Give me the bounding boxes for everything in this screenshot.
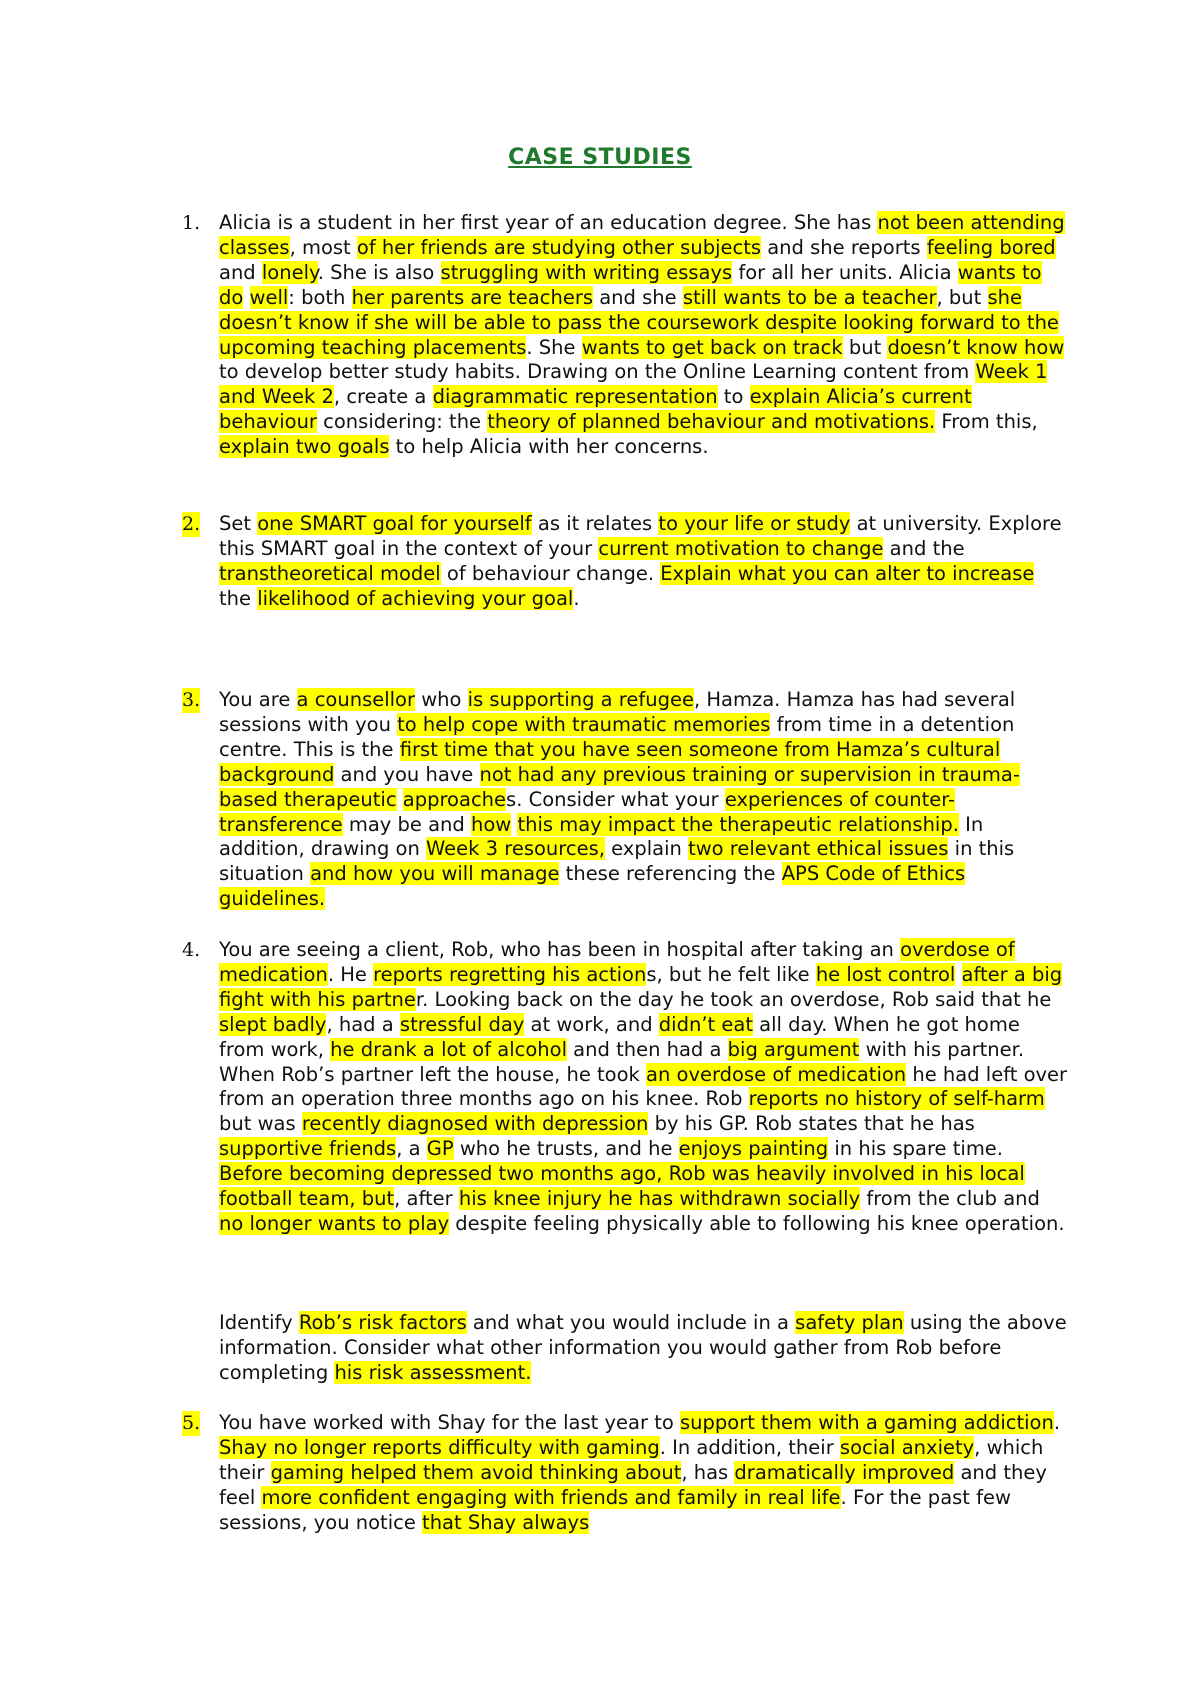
highlighted-text: approache xyxy=(402,787,507,811)
page-title: CASE STUDIES xyxy=(508,145,692,170)
case-number: 4. xyxy=(182,939,201,961)
highlighted-text: well xyxy=(249,285,289,309)
highlighted-text: gaming helped them avoid thinking about xyxy=(270,1460,682,1484)
case-text: You have worked with Shay for the last year to support them with a gaming addiction. Shay no longer reports difficulty with gaming. In addition, their social anxiety, which their gaming helped them avoid thinking about, has dramatically improved and they feel more confident engaging with friends and family in real life. For the past few sessions, you notice that Shay always xyxy=(219,1411,1061,1534)
highlighted-text: two relevant ethical issues xyxy=(688,837,949,861)
case-text: Set one SMART goal for yourself as it relates to your life or study at university. Explore this SMART goal in the context of your current motivation to change and the transtheoretical model of behaviour change. Explain what you can alter to increase the likelihood of achieving your goal. xyxy=(219,512,1062,610)
highlighted-text: safety plan xyxy=(795,1311,904,1334)
case-study-5 xyxy=(182,1411,1069,1536)
highlighted-text: Explain what you can alter to increase xyxy=(660,561,1035,585)
highlighted-text: her parents are teachers xyxy=(351,285,594,309)
highlighted-text: not had any previous training or supervision in trauma-based therapeutic xyxy=(219,762,1020,811)
highlighted-text: how xyxy=(471,812,512,836)
highlighted-text: Shay no longer reports difficulty with gaming xyxy=(219,1435,660,1459)
highlighted-text: not been attending xyxy=(877,211,1065,234)
highlighted-text: after a big fight with his partne xyxy=(219,962,1063,1011)
highlighted-text: supportive friends xyxy=(219,1137,397,1161)
highlighted-text: he lost control xyxy=(815,962,956,986)
highlighted-text: Week 3 resources, xyxy=(426,837,605,861)
highlighted-text: to your life or study xyxy=(658,512,851,535)
highlighted-text: big argument xyxy=(727,1037,860,1061)
highlighted-text: more confident engaging with friends and family in real life xyxy=(261,1485,841,1509)
case-study-3 xyxy=(182,688,1069,912)
highlighted-text: that Shay always xyxy=(422,1510,590,1534)
highlighted-text: experiences of counter-transference xyxy=(219,787,956,836)
highlighted-text: APS Code of Ethics guidelines. xyxy=(219,862,966,911)
highlighted-text: transtheoretical model xyxy=(219,561,441,585)
highlighted-text: current motivation to change xyxy=(598,536,884,560)
case-study-2 xyxy=(182,512,1069,612)
highlighted-text: reports regretting his action xyxy=(373,962,647,986)
case-number: 3. xyxy=(182,689,201,711)
case-text: Alicia is a student in her first year of an education degree. She has not been attending classes, most of her friends are studying other subjects and she reports feeling bored and lonely. She is also struggling with writing essays for all her units. Alicia wants to do well: both her parents are teachers and she still wants to be a teacher, but she doesn’t know if she will be able to pass the coursework despite looking forward to the upcoming teaching placements. She wants to get back on track but doesn’t know how to develop better study habits. Drawing on the Online Learning content from Week 1 and Week 2, create a diagrammatic representation to explain Alicia’s current behaviour considering: the theory of planned behaviour and motivations. From this, explain two goals to help Alicia with her concerns. xyxy=(219,211,1065,459)
case-study-4 xyxy=(182,938,1069,1237)
highlighted-text: no longer wants to play xyxy=(219,1211,450,1235)
highlighted-text: diagrammatic representation xyxy=(432,385,718,409)
highlighted-text: social anxiety xyxy=(839,1435,975,1459)
highlighted-text: a counsellor xyxy=(296,688,416,711)
highlighted-text: explain two goals xyxy=(219,435,390,459)
highlighted-text: and how you will manage xyxy=(310,862,560,886)
highlighted-text: struggling with writing essays xyxy=(440,260,733,284)
highlighted-text: to help cope with traumatic memories xyxy=(397,712,771,736)
highlighted-text: of her friends are studying other subjects xyxy=(356,235,762,259)
case-text: You are a counsellor who is supporting a refugee, Hamza. Hamza has had several sessions with you to help cope with traumatic memories from time in a detention centre. This is the first time that you have seen someone from Hamza’s cultural background and you have not had any previous training or supervision in trauma-based therapeutic approaches. Consider what your experiences of counter-transference may be and how this may impact the therapeutic relationship. In addition, drawing on Week 3 resources, explain two relevant ethical issues in this situation and how you will manage these referencing the APS Code of Ethics guidelines. xyxy=(219,688,1020,911)
highlighted-text: stressful day xyxy=(399,1012,525,1036)
highlighted-text: reports no history of self-harm xyxy=(748,1087,1045,1111)
highlighted-text: lonely xyxy=(261,260,318,284)
highlighted-text: Week 1 and Week 2 xyxy=(219,360,1048,409)
highlighted-text: theory of planned behaviour and motivations. xyxy=(487,410,936,434)
highlighted-text: explain Alicia’s current behaviour xyxy=(219,385,972,434)
highlighted-text: feeling bored xyxy=(926,235,1056,259)
highlighted-text: recently diagnosed with depression xyxy=(301,1112,649,1136)
highlighted-text: still wants to be a teacher xyxy=(682,285,937,309)
case-4-instruction: Identify Rob’s risk factors and what you would include in a safety plan using the above information. Consider what other information you would gather from Rob before completing his risk assessment. xyxy=(219,1311,1067,1384)
highlighted-text: overdose of xyxy=(900,938,1015,961)
highlighted-text: he drank a lot of alcohol xyxy=(330,1037,567,1061)
highlighted-text: medication xyxy=(219,962,328,986)
highlighted-text: Rob’s risk factors xyxy=(298,1311,467,1334)
highlighted-text: wants to do xyxy=(219,260,1042,309)
highlighted-text: is supporting a refugee xyxy=(467,688,694,711)
highlighted-text: didn’t eat xyxy=(658,1012,753,1036)
highlighted-text: classes xyxy=(219,235,290,259)
highlighted-text: his risk assessment. xyxy=(334,1360,532,1384)
highlighted-text: slept badly xyxy=(219,1012,327,1036)
highlighted-text: this may impact the therapeutic relationship. xyxy=(517,812,959,836)
highlighted-text: wants to get back on track xyxy=(581,335,843,359)
highlighted-text: first time that you have seen someone from Hamza’s cultural background xyxy=(219,737,1001,786)
case-study-1 xyxy=(182,211,1069,460)
highlighted-text: doesn’t know how xyxy=(887,335,1065,359)
highlighted-text: his knee injury he has withdrawn socially xyxy=(458,1187,861,1211)
highlighted-text: GP xyxy=(426,1137,454,1161)
highlighted-text: likelihood of achieving your goal xyxy=(257,586,574,610)
case-number: 5. xyxy=(182,1412,201,1434)
highlighted-text: she doesn’t know if she will be able to pass the coursework despite looking forward to the upcoming teaching placements xyxy=(219,285,1059,359)
highlighted-text: one SMART goal for yourself xyxy=(257,512,532,535)
highlighted-text: dramatically improved xyxy=(734,1460,955,1484)
highlighted-text: enjoys painting xyxy=(678,1137,829,1161)
case-text: You are seeing a client, Rob, who has been in hospital after taking an overdose of medication. He reports regretting his actions, but he felt like he lost control after a big fight with his partner. Looking back on the day he took an overdose, Rob said that he slept badly, had a stressful day at work, and didn’t eat all day. When he got home from work, he drank a lot of alcohol and then had a big argument with his partner. When Rob’s partner left the house, he took an overdose of medication he had left over from an operation three months ago on his knee. Rob reports no history of self-harm but was recently diagnosed with depression by his GP. Rob states that he has supportive friends, a GP who he trusts, and he enjoys painting in his spare time. Before becoming depressed two months ago, Rob was heavily involved in his local football team, but, after his knee injury he has withdrawn socially from the club and no longer wants to play despite feeling physically able to following his knee operation. xyxy=(219,938,1068,1235)
case-number: 1. xyxy=(182,212,201,234)
highlighted-text: an overdose of medication xyxy=(646,1062,907,1086)
case-number: 2. xyxy=(182,513,201,535)
highlighted-text: support them with a gaming addiction xyxy=(679,1411,1054,1434)
highlighted-text: Before becoming depressed two months ago, Rob was heavily involved in his local football team, but xyxy=(219,1162,1025,1211)
